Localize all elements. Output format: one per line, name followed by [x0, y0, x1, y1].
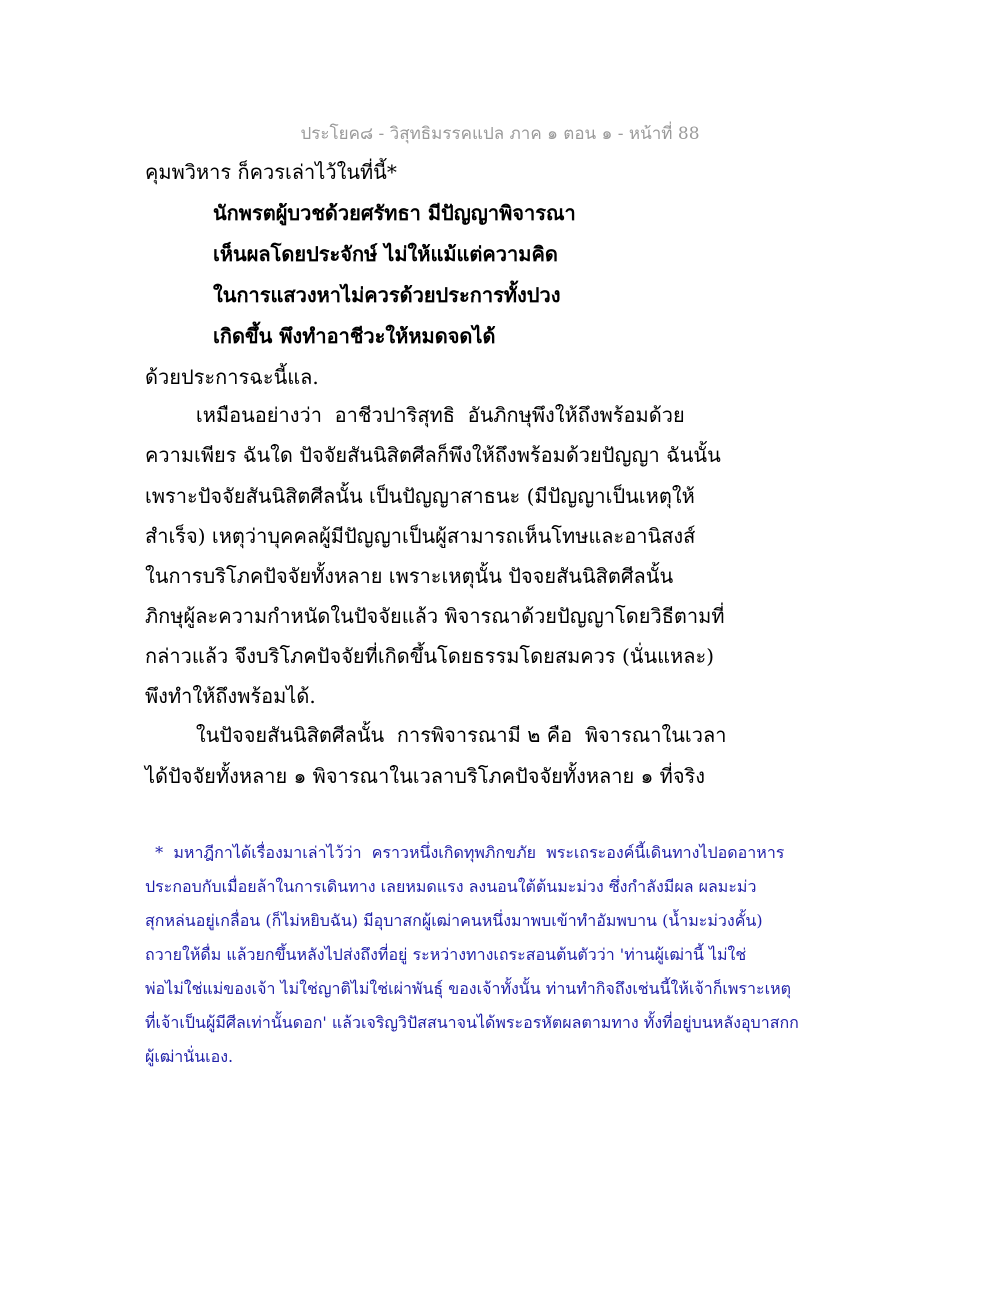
body-line-10: ในปัจจยสันนิสิตศีลนั้น การพิจารณามี ๒ คือ พิจารณาในเวลา — [145, 723, 727, 747]
body-line-2: เหมือนอย่างว่า อาชีวปาริสุทธิ อันภิกษุพึงให้ถึงพร้อมด้วย — [145, 403, 685, 427]
body-line-3: ความเพียร ฉันใด ปัจจัยสันนิสิตศีลก็พึงให้ถึงพร้อมด้วยปัญญา ฉันนั้น — [145, 443, 721, 467]
page-header: ประโยค๘ - วิสุทธิมรรคแปล ภาค ๑ ตอน ๑ - หน้าที่ 88 — [300, 124, 700, 144]
footnote-line-6: ที่เจ้าเป็นผู้มีศีลเท่านั้นดอก' แล้วเจริญวิปัสสนาจนได้พระอรหัตผลตามทาง ทั้งที่อยู่บนหลังอุบาสกก — [145, 1013, 799, 1032]
body-line-5: สำเร็จ) เหตุว่าบุคคลผู้มีปัญญาเป็นผู้สามารถเห็นโทษและอานิสงส์ — [145, 524, 696, 548]
footnote-line-7: ผู้เฒ่านั่นเอง. — [145, 1047, 234, 1066]
footnote-line-1: * มหาฎีกาได้เรื่องมาเล่าไว้ว่า คราวหนึ่งเกิดทุพภิกขภัย พระเถระองค์นี้เดินทางไปอดอาหาร — [145, 843, 785, 862]
footnote-line-4: ถวายให้ดื่ม แล้วยกขึ้นหลังไปส่งถึงที่อยู่ ระหว่างทางเถระสอนต้นตัวว่า 'ท่านผู้เฒ่านี้ ไม่ใช่ — [145, 945, 747, 964]
verse-line-4: เกิดขึ้น พึงทำอาชีวะให้หมดจดได้ — [213, 324, 496, 348]
footnote-line-5: พ่อไม่ใช่แม่ของเจ้า ไม่ใช่ญาติไม่ใช่เผ่าพันธุ์ ของเจ้าทั้งนั้น ท่านทำกิจถึงเช่นนี้ให้เจ้าก็เพราะเหตุ — [145, 979, 791, 998]
body-line-4: เพราะปัจจัยสันนิสิตศีลนั้น เป็นปัญญาสาธนะ (มีปัญญาเป็นเหตุให้ — [145, 484, 695, 508]
body-line-1: ด้วยประการฉะนี้แล. — [145, 365, 319, 389]
body-line-8: กล่าวแล้ว จึงบริโภคปัจจัยที่เกิดขึ้นโดยธรรมโดยสมควร (นั่นแหละ) — [145, 644, 714, 668]
body-line-9: พึงทำให้ถึงพร้อมได้. — [145, 684, 316, 708]
verse-line-2: เห็นผลโดยประจักษ์ ไม่ให้แม้แต่ความคิด — [213, 242, 558, 266]
intro-line: คุมพวิหาร ก็ควรเล่าไว้ในที่นี้* — [145, 160, 397, 184]
body-line-6: ในการบริโภคปัจจัยทั้งหลาย เพราะเหตุนั้น ปัจจยสันนิสิตศีลนั้น — [145, 564, 674, 588]
body-line-11: ได้ปัจจัยทั้งหลาย ๑ พิจารณาในเวลาบริโภคปัจจัยทั้งหลาย ๑ ที่จริง — [145, 764, 706, 788]
footnote-line-2: ประกอบกับเมื่อยล้าในการเดินทาง เลยหมดแรง ลงนอนใต้ต้นมะม่วง ซึ่งกำลังมีผล ผลมะม่ว — [145, 877, 757, 896]
verse-line-3: ในการแสวงหาไม่ควรด้วยประการทั้งปวง — [213, 283, 561, 307]
verse-line-1: นักพรตผู้บวชด้วยศรัทธา มีปัญญาพิจารณา — [213, 201, 576, 225]
body-line-7: ภิกษุผู้ละความกำหนัดในปัจจัยแล้ว พิจารณาด้วยปัญญาโดยวิธีตามที่ — [145, 604, 725, 628]
footnote-line-3: สุกหล่นอยู่เกลื่อน (ก็ไม่หยิบฉัน) มีอุบาสกผู้เฒ่าคนหนึ่งมาพบเข้าทำอัมพบาน (น้ำมะม่วงคั้น) — [145, 911, 763, 930]
